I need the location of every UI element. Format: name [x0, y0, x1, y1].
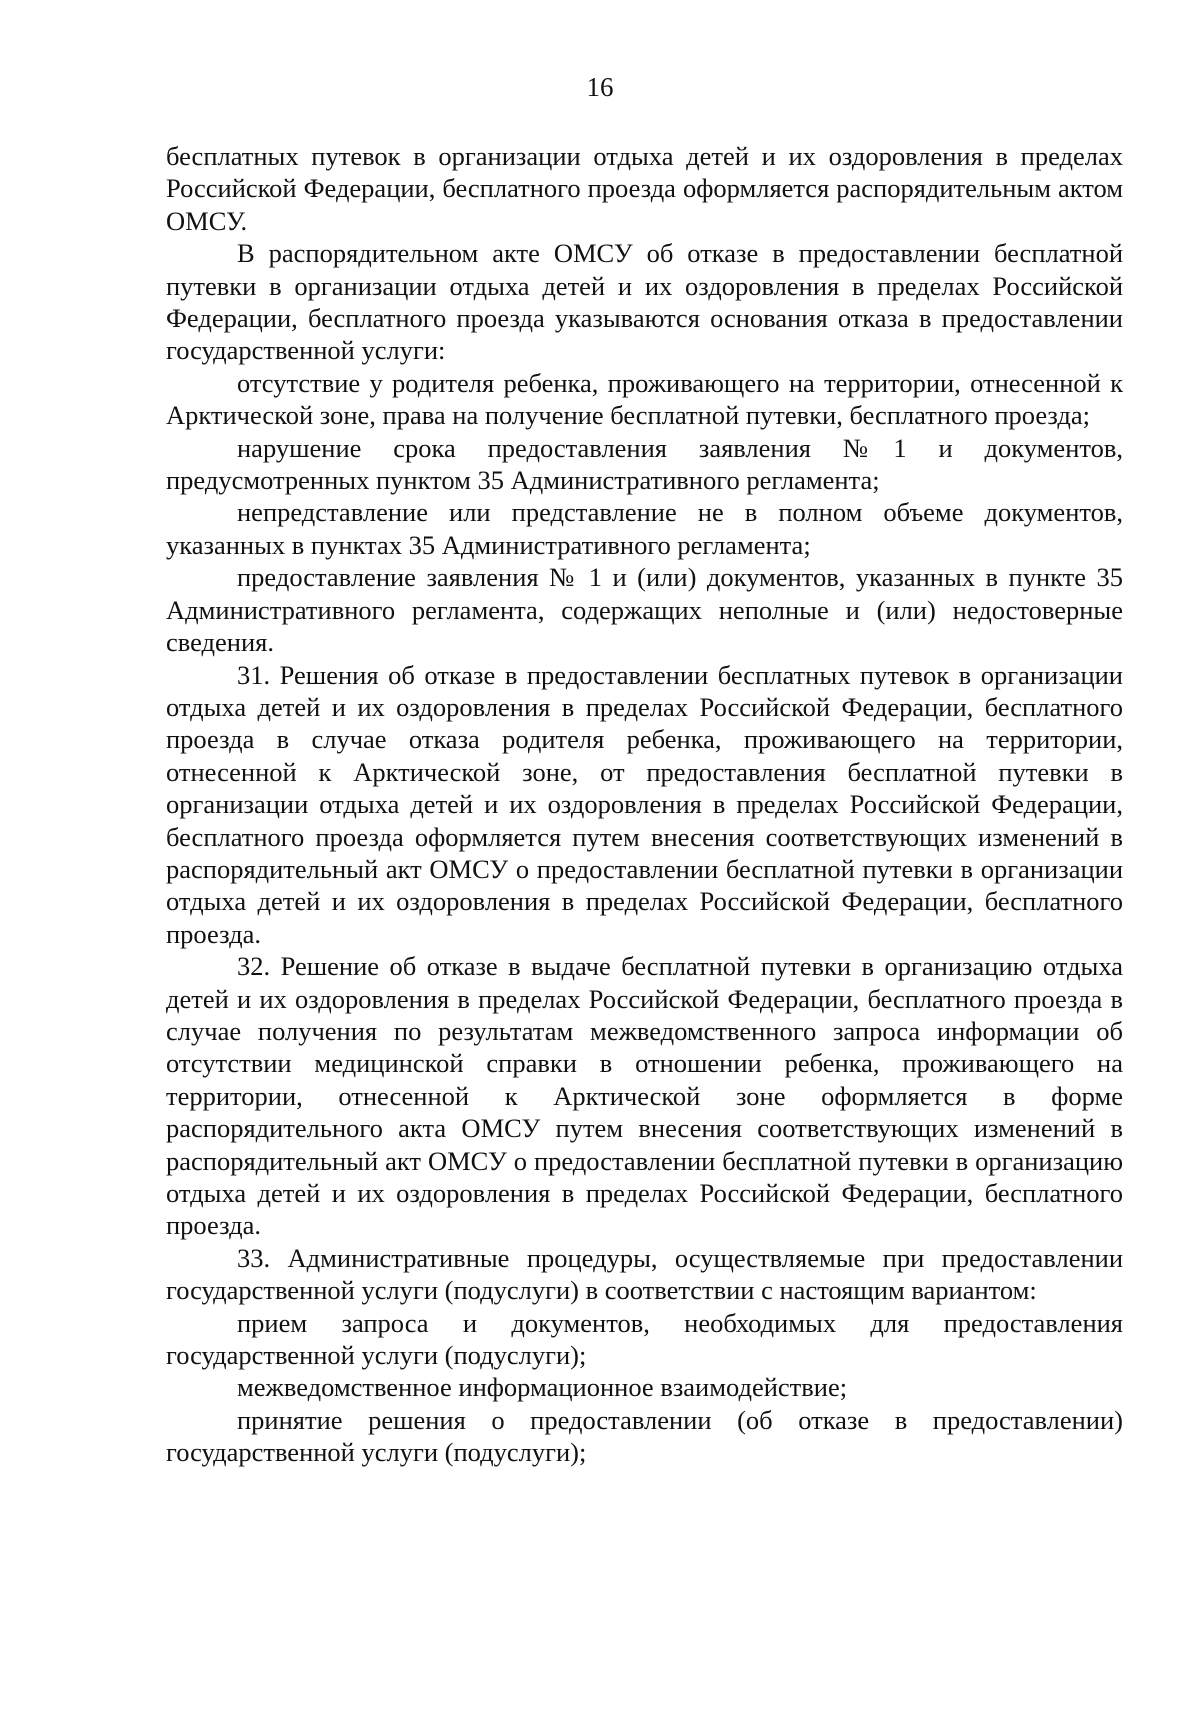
paragraph-32: 32. Решение об отказе в выдаче бесплатной путевки в организацию отдыха детей и их оздоровления в пределах Российской Федерации, бесплатного проезда в случае получения по результатам межведомственного запроса информации об отсутствии медицинской справки в отношении ребенка, проживающего на территории, отнесенной к Арктической зоне оформляется в форме распорядительного акта ОМСУ путем внесения соответствующих изменений в распорядительный акт ОМСУ о предоставлении бесплатной путевки в организацию отдыха детей и их оздоровления в пределах Российской Федерации, бесплатного проезда.	[166, 951, 1123, 1241]
paragraph-list-item-3: принятие решения о предоставлении (об отказе в предоставлении) государственной услуги (подуслуги);	[166, 1404, 1123, 1468]
paragraph-list-item-2: межведомственное информационное взаимодействие;	[237, 1372, 848, 1403]
paragraph-4: нарушение срока предоставления заявления №1 и документов, предусмотренных пунктом 35 Административного регламента;	[166, 432, 1123, 496]
paragraph-33: 33. Административные процедуры, осуществляемые при предоставлении государственной услуги (подуслуги) в соответствии с настоящим вариантом:	[166, 1242, 1123, 1306]
document-body	[166, 140, 1123, 1469]
page-number: 16	[586, 72, 614, 102]
paragraph-3: отсутствие у родителя ребенка, проживающего на территории, отнесенной к Арктической зоне, права на получение бесплатной путевки, бесплатного проезда;	[166, 367, 1123, 431]
paragraph-5: непредставление или представление не в полном объеме документов, указанных в пунктах 35 Административного регламента;	[166, 497, 1123, 560]
paragraph-list-item-1: прием запроса и документов, необходимых для предоставления государственной услуги (подуслуги);	[166, 1307, 1123, 1371]
paragraph-2: В распорядительном акте ОМСУ об отказе в предоставлении бесплатной путевки в организации отдыха детей и их оздоровления в пределах Российской Федерации, бесплатного проезда указываются основания отказа в предоставлении государственной услуги:	[166, 238, 1123, 366]
paragraph-31: 31. Решения об отказе в предоставлении бесплатных путевок в организации отдыха детей и их оздоровления в пределах Российской Федерации, бесплатного проезда в случае отказа родителя ребенка, проживающего на территории, отнесенной к Арктической зоне, от предоставления бесплатной путевки в организации отдыха детей и их оздоровления в пределах Российской Федерации, бесплатного проезда оформляется путем внесения соответствующих изменений в распорядительный акт ОМСУ о предоставлении бесплатной путевки в организации отдыха детей и их оздоровления в пределах Российской Федерации, бесплатного проезда.	[166, 659, 1123, 949]
paragraph-6: предоставление заявления № 1 и (или) документов, указанных в пункте 35 Административного регламента, содержащих неполные и (или) недостоверные сведения.	[166, 562, 1123, 658]
paragraph-1: бесплатных путевок в организации отдыха детей и их оздоровления в пределах Российской Федерации, бесплатного проезда оформляется распорядительным актом ОМСУ.	[166, 141, 1123, 236]
